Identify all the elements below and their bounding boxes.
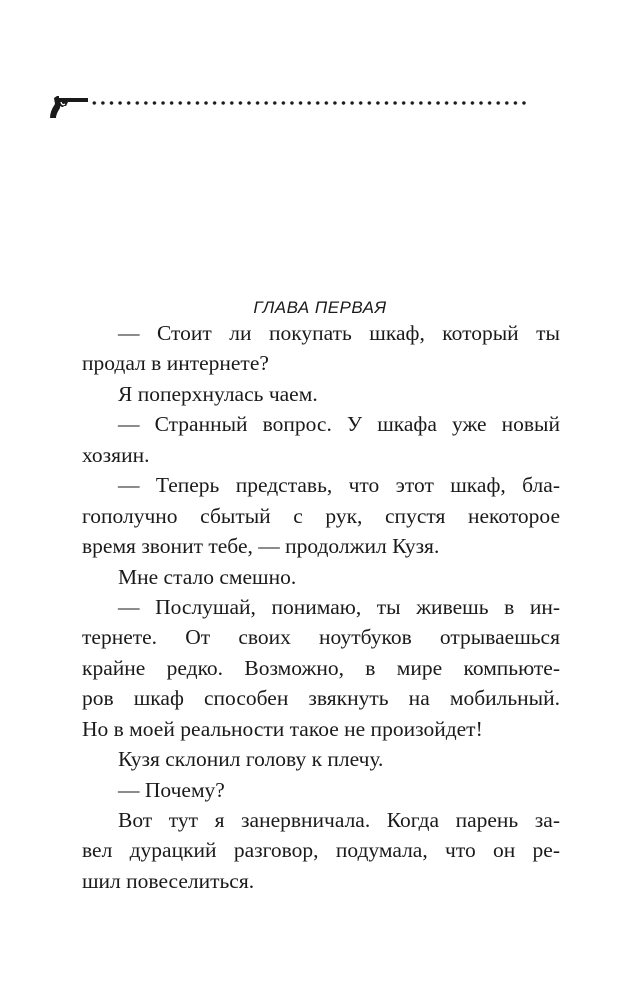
text-line: Мне стало смешно.	[118, 564, 297, 589]
text-line: — Почему?	[118, 777, 225, 802]
dotted-rule	[90, 101, 530, 105]
text-line: — Стоит ли покупать шкаф, который ты	[118, 321, 560, 345]
text-line: Но в моей реальности такое не произойдет!	[82, 716, 483, 741]
text-line: гополучно сбытый с рук, спустя некоторое	[82, 503, 560, 528]
chapter-title: ГЛАВА ПЕРВАЯ	[253, 298, 387, 317]
text-line: тернете. От своих ноутбуков отрываешься	[82, 625, 560, 650]
text-line: ров шкаф способен звякнуть на мобильный.	[82, 686, 560, 711]
text-line: хозяин.	[82, 442, 150, 467]
text-line: — Теперь представь, что этот шкаф, бла-	[118, 473, 560, 498]
header-ornament	[50, 94, 530, 120]
body-text	[82, 318, 560, 896]
text-line: крайне редко. Возможно, в мире компьюте-	[82, 655, 560, 680]
text-line: время звонит тебе, — продолжил Кузя.	[82, 534, 440, 559]
text-line: шил повеселиться.	[82, 868, 255, 893]
text-line: — Странный вопрос. У шкафа уже новый	[118, 412, 560, 437]
text-line: вел дурацкий разговор, подумала, что он ре-	[82, 838, 560, 863]
text-line: — Послушай, понимаю, ты живешь в ин-	[118, 594, 560, 619]
text-line: продал в интернете?	[82, 351, 269, 376]
text-line: Кузя склонил голову к плечу.	[118, 747, 384, 772]
revolver-icon	[50, 94, 90, 120]
text-line: Я поперхнулась чаем.	[118, 381, 318, 406]
text-line: Вот тут я занервничала. Когда парень за-	[118, 808, 560, 832]
